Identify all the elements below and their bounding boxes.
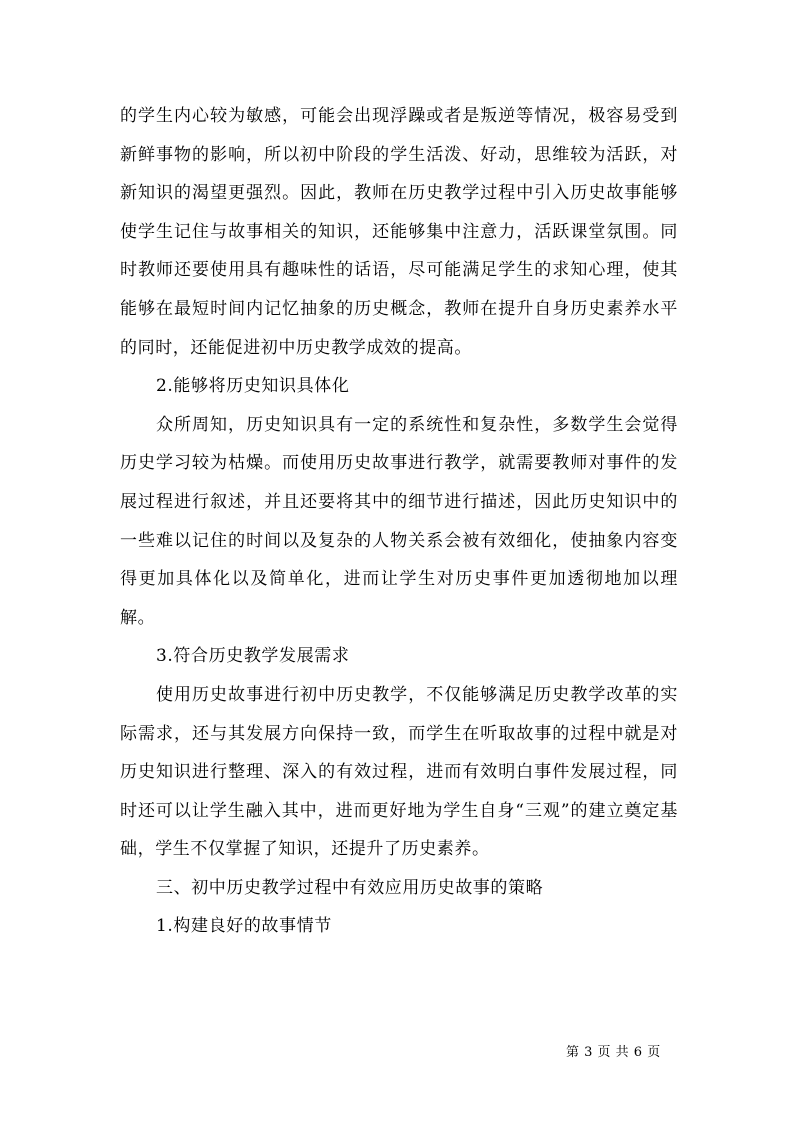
document-body — [120, 97, 678, 946]
page-number-footer: 第 3 页 共 6 页 — [566, 1045, 661, 1060]
paragraph-3: 使用历史故事进行初中历史教学，不仅能够满足历史教学改革的实际需求，还与其发展方向保持一致，而学生在听取故事的过程中就是对历史知识进行整理、深入的有效过程，进而有效明白事件发展过程，同时还可以让学生融入其中，进而更好地为学生自身“三观”的建立奠定基础，学生不仅掌握了知识，还提升了历史素养。 — [120, 684, 678, 860]
section-heading-2: 2.能够将历史知识具体化 — [156, 376, 350, 397]
subsection-heading-1: 1.构建良好的故事情节 — [156, 916, 332, 937]
section-heading-3: 3.符合历史教学发展需求 — [156, 646, 350, 667]
chapter-heading-3: 三、初中历史教学过程中有效应用历史故事的策略 — [156, 877, 544, 898]
paragraph-2: 众所周知，历史知识具有一定的系统性和复杂性，多数学生会觉得历史学习较为枯燥。而使用历史故事进行教学，就需要教师对事件的发展过程进行叙述，并且还要将其中的细节进行描述，因此历史知识中的一些难以记住的时间以及复杂的人物关系会被有效细化，使抽象内容变得更加具体化以及简单化，进而让学生对历史事件更加透彻地加以理解。 — [120, 414, 678, 628]
paragraph-1: 的学生内心较为敏感，可能会出现浮躁或者是叛逆等情况，极容易受到新鲜事物的影响，所以初中阶段的学生活泼、好动，思维较为活跃，对新知识的渴望更强烈。因此，教师在历史教学过程中引入历史故事能够使学生记住与故事相关的知识，还能够集中注意力，活跃课堂氛围。同时教师还要使用具有趣味性的话语，尽可能满足学生的求知心理，使其能够在最短时间内记忆抽象的历史概念，教师在提升自身历史素养水平的同时，还能促进初中历史教学成效的提高。 — [120, 106, 678, 358]
